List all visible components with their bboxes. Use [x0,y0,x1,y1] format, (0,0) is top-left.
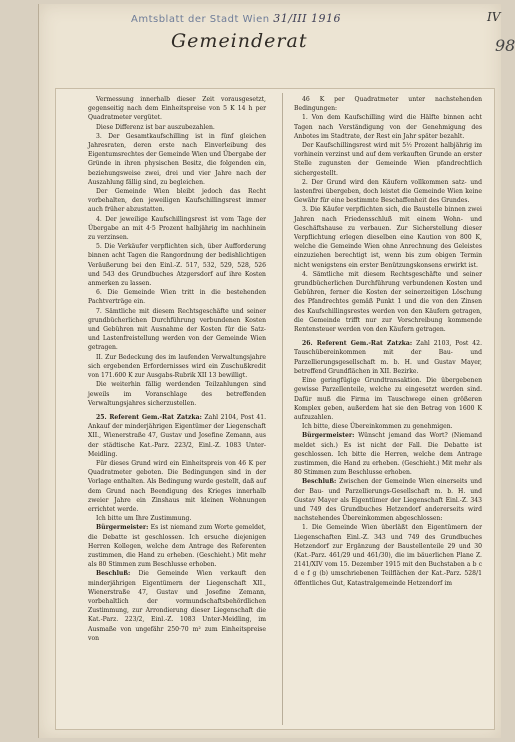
agenda-item-heading: 26. Referent Gem.-Rat Zatzka: [302,340,413,348]
paragraph: 5. Die Verkäufer verpflichten sich, über Aufforderung binnen acht Tagen die Rangordnung der bedishlichtigen Veräußerung bei den Einl.-Z. 517, 532, 529, 528, 526 und 543 des Grundbuches Atzgersdorf auf ihre Kosten anmerken zu lassen. [88,243,266,288]
paragraph: Ich bitte um Ihre Zustimmung. [96,515,192,523]
agenda-item-text: Zahl 2103, Post 42. Tauschübereinkommen mit der Bau- und Parzellierungsgesellschaft m. b. H. und Gustav Mayer, betreffend Grundflächen in XII. Bezirke. [294,340,483,375]
paragraph: Der Gemeinde Wien bleibt jedoch das Recht vorbehalten, den jeweiligen Kaufschillingsrest immer auch früher abzustatten. [88,188,266,214]
archive-stamp [131,12,341,25]
paragraph: 4. Der jeweilige Kaufschillingsrest ist vom Tage der Übergabe an mit 4·5 Prozent halbjährig im nachhinein zu verzinsen. [88,215,266,242]
paragraph: II. Zur Bedeckung des im laufenden Verwaltungsjahre sich ergebenden Erfordernisses wird ein Zuschußkredit von 171.600 K zur Ausgabs-Rubrik XII 13 bewilligt. [88,353,266,380]
paragraph: 46 K per Quadratmeter unter nachstehenden Bedingungen: [294,96,482,113]
paragraph: Der Kaufschillingsrest wird mit 5½ Prozent halbjährig im vorhinein verzinst und auf dem verkauften Grunde an erster Stelle zugunsten der Gemeinde Wien pfandrechtlich sichergestellt. [294,142,482,177]
paragraph: 1. Die Gemeinde Wien überläßt den Eigentümern der Liegenschaften Einl.-Z. 343 und 749 des Grundbuches Hetzendorf zur Ergänzung der Baustellenteile 29 und 30 (Kat.-Parz. 461/29 und 461/30), die im bäuerlichen Plane Z. 2141/XIV vom 15. Dezember 1915 mit den Buchstaben a b c d e f g (b) umschriebenen Teilflächen der Kat.-Parz. 528/1 öffentliches Gut, Katastralgemeinde Hetzendorf im [294,524,482,587]
paragraph: 2. Der Grund wird den Käufern vollkommen satz- und lastenfrei übergeben, doch leistet die Gemeinde Wien keine Gewähr für eine bestimmte Beschaffenheit des Grundes. [294,178,482,205]
agenda-item-text: Zahl 2104, Post 41. Ankauf der minderjährigen Eigentümer der Liegenschaft XII., Wienerstraße 47, Gustav und Josefine Zemann, aus der städtische Kat.-Parz. 223/2, Einl.-Z. 1083 Unter-Meidling. [88,413,267,458]
resolution-text: Zwischen der Gemeinde Wien einerseits und der Bau- und Parzellierungs-Gesellschaft m. b. H. und Gustav Mayer als Eigentümer der Liegenschaft Einl.-Z. 343 und 749 des Grundbuches Hetzendorf andererseits wird nachstehendes Übereinkommen abgeschlossen: [294,478,482,523]
page-mark: IV [487,10,501,24]
right-column [294,95,482,723]
paragraph: 6. Die Gemeinde Wien tritt in die bestehenden Pachtverträge ein. [88,289,266,306]
statement-text: Wünscht jemand das Wort? (Niemand meldet sich.) Es ist nicht der Fall. Die Debatte ist geschlossen. Ich bitte die Herren, welche dem Antrage zustimmen, die Hand zu erheben. (Geschieht.) Mit mehr als 80 Stimmen zum Beschlusse erhoben. [294,432,482,477]
page-mark-secondary: 98 [495,36,515,55]
paragraph: Vermessung innerhalb dieser Zeit vorausgesetzt, gegenseitig nach dem Einheitspreise von 5 K 14 h per Quadratmeter vergütet. [88,96,266,122]
paragraph: 3. Der Gesamtkaufschilling ist in fünf gleichen Jahresraten, deren erste nach Einverleibung des Eigentumsrechtes der Gemeinde Wien und Übergabe der Gründe in ihren physischen Besitz, die folgenden ein, beziehungsweise zwei, drei und vier Jahre nach der Auszahlung fällig sind, zu begleichen. [88,132,266,186]
speaker-label: Bürgermeister: [96,524,149,532]
agenda-item-26 [294,339,482,376]
resolution [88,569,266,643]
resolution-label: Beschluß: [96,570,131,578]
mayor-statement [88,523,266,569]
resolution [294,477,482,523]
paragraph: 4. Sämtliche mit diesem Rechtsgeschäfte und seiner grundbücherlichen Durchführung verbundenen Kosten und Gebühren, ferner die Kosten der seinerzeitigen Löschung des Pfandrechtes gemäß Punkt 1 und die von den Zinsen des Kaufschillingsrestes werden von den Käufern getragen, die Gemeinde trifft nur zur Vorschreibung kommende Rentensteuer werden von den Käufern getragen. [294,270,482,334]
paragraph: 3. Die Käufer verpflichten sich, die Baustelle binnen zwei Jahren nach Friedensschluß mit einem Wohn- und Geschäftshause zu verbauen. Zur Sicherstellung dieser Verpflichtung erlegen dieselben eine Kaution von 800 K, welche die Gemeinde Wien ohne Anrechnung des Geleistes einzuziehen berechtigt ist, wenn bis zum obigen Termin nicht wenigstens ein erster Benützungskonsens erwirkt ist. [294,206,482,269]
column-divider [282,93,283,725]
agenda-item-heading: 25. Referent Gem.-Rat Zatzka: [96,413,202,421]
paragraph: Für dieses Grund wird ein Einheitspreis von 46 K per Quadratmeter geboten. Die Bedingungen sind in der Vorlage enthalten. Als Bedingung wurde gestellt, daß auf dem Grund nach Beendigung des Krieges innerhalb zweier Jahre ein Zinshaus mit kleinen Wohnungen errichtet werde. [88,459,266,513]
left-column [88,95,266,723]
speaker-label: Bürgermeister: [302,432,355,440]
stamp-text: Amtsblatt der Stadt Wien [131,14,270,25]
paragraph: Eine geringfügige Grundtransaktion. Die übergebenen gewisse Parzellenteile, welche zu eingesetzt werden sind. Dafür muß die Firma im Tauschwege einen größeren Komplex geben, außerdem hat sie den Betrag von 1600 K aufzuzahlen. [294,377,482,421]
statement-text: Es ist niemand zum Worte gemeldet, die Debatte ist geschlossen. Ich ersuche diejenigen Herren Kollegen, welche dem Antrage des Referenten zustimmen, die Hand zu erheben. (Geschieht.) Mit mehr als 80 Stimmen zum Beschlusse erhoben. [88,524,266,569]
agenda-item-25 [88,413,266,459]
resolution-label: Beschluß: [302,478,337,486]
paragraph: Ich bitte, diese Übereinkommen zu genehmigen. [302,423,453,431]
stamp-date: 31/III 1916 [273,12,341,25]
paragraph: 7. Sämtliche mit diesem Rechtsgeschäfte und seiner grundbücherlichen Durchführung verbundenen Kosten und Gebühren mit Ausnahme der Kosten für die Satz- und Lastenfreistellung werden von der Gemeinde Wien getragen. [88,307,266,352]
handwritten-title: Gemeinderat [171,30,308,52]
mayor-statement [294,431,482,477]
resolution-text: Die Gemeinde Wien verkauft den minderjährigen Eigentümern der Liegenschaft XII., Wienerstraße 47, Gustav und Josefine Zemann, vorbehaltlich der vormundschaftsbehördlichen Zustimmung, zur Arrondierung dieser Liegenschaft die Kat.-Parz. 223/2, Einl.-Z. 1083 Unter-Meidling, im Ausmaße von ungefähr 250·70 m² zum Einheitspreise von [88,570,266,642]
paragraph: Die weiterhin fällig werdenden Teilzahlungen sind jeweils im Voranschlage des betreffenden Verwaltungsjahres sicherzustellen. [88,381,266,407]
paragraph: Diese Differenz ist bar auszubezahlen. [96,123,215,131]
paragraph: 1. Von dem Kaufschilling wird die Hälfte binnen acht Tagen nach Verständigung von der Genehmigung des Anbotes im Stadtrate, der Rest ein Jahr später bezahlt. [294,114,482,140]
newspaper-clipping [55,88,495,730]
